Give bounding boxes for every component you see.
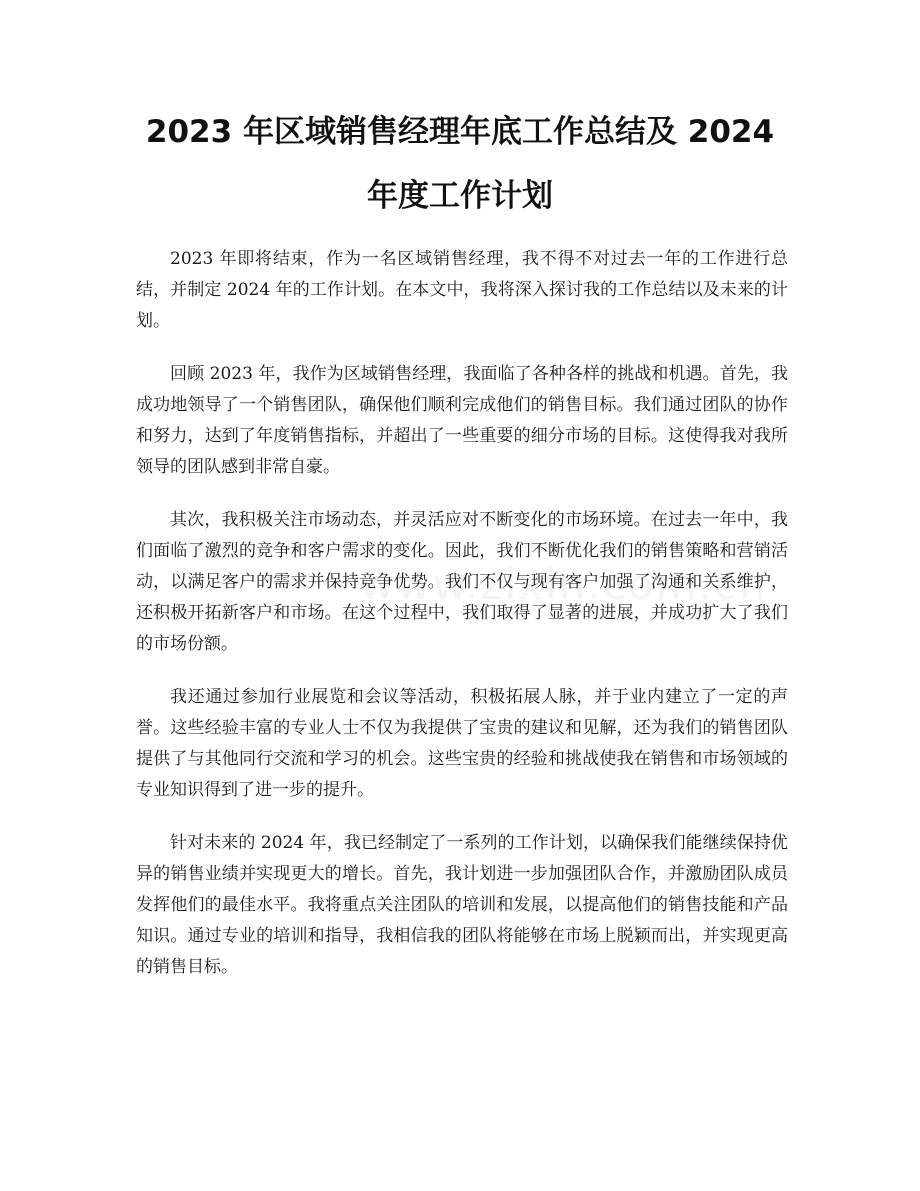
paragraph-1: 2023 年即将结束，作为一名区域销售经理，我不得不对过去一年的工作进行总结，并制定 2024 年的工作计划。在本文中，我将深入探讨我的工作总结以及未来的计划。 (136, 249, 788, 331)
document-title (120, 100, 800, 228)
document-body (136, 244, 788, 1005)
title-line-1: 2023 年区域销售经理年底工作总结及 2024 (145, 114, 775, 150)
paragraph-5: 针对未来的 2024 年，我已经制定了一系列的工作计划，以确保我们能继续保持优异的销售业绩并实现更大的增长。首先，我计划进一步加强团队合作，并激励团队成员发挥他们的最佳水平。我将重点关注团队的培训和发展，以提高他们的销售技能和产品知识。通过专业的培训和指导，我相信我的团队将能够在市场上脱颖而出，并实现更高的销售目标。 (136, 833, 788, 977)
title-line-2: 年度工作计划 (367, 178, 553, 214)
paragraph-4: 我还通过参加行业展览和会议等活动，积极拓展人脉，并于业内建立了一定的声誉。这些经验丰富的专业人士不仅为我提供了宝贵的建议和见解，还为我们的销售团队提供了与其他同行交流和学习的机会。这些宝贵的经验和挑战使我在销售和市场领域的专业知识得到了进一步的提升。 (136, 687, 788, 800)
paragraph-2: 回顾 2023 年，我作为区域销售经理，我面临了各种各样的挑战和机遇。首先，我成功地领导了一个销售团队，确保他们顺利完成他们的销售目标。我们通过团队的协作和努力，达到了年度销售指标，并超出了一些重要的细分市场的目标。这使得我对我所领导的团队感到非常自豪。 (136, 364, 788, 477)
paragraph-3: 其次，我积极关注市场动态，并灵活应对不断变化的市场环境。在过去一年中，我们面临了激烈的竞争和客户需求的变化。因此，我们不断优化我们的销售策略和营销活动，以满足客户的需求并保持竞争优势。我们不仅与现有客户加强了沟通和关系维护，还积极开拓新客户和市场。在这个过程中，我们取得了显著的进展，并成功扩大了我们的市场份额。 (136, 510, 788, 654)
